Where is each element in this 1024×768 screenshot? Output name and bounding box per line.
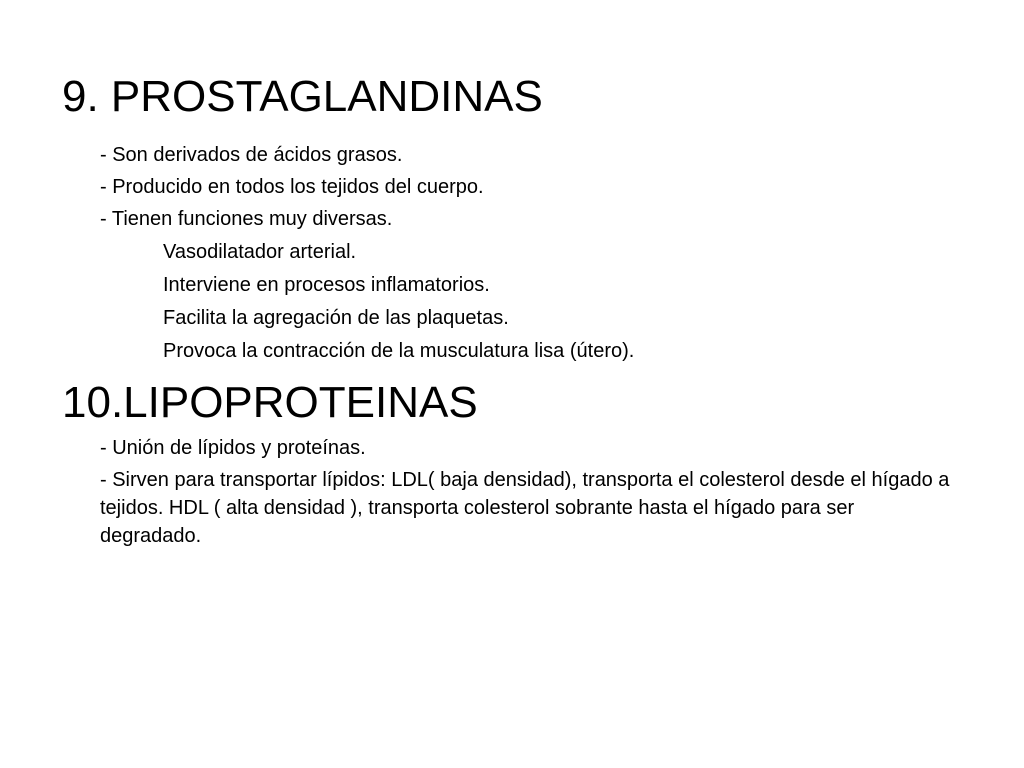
function-item: Interviene en procesos inflamatorios. — [163, 274, 490, 296]
function-item: Provoca la contracción de la musculatura lisa (útero). — [163, 340, 635, 362]
bullet-paragraph: - Sirven para transportar lípidos: LDL( baja densidad), transporta el colesterol desde el hígado a tejidos. HDL ( alta densidad ), transporta colesterol sobrante hasta el hígado para ser degradado. — [100, 469, 950, 547]
function-item: Facilita la agregación de las plaquetas. — [163, 307, 509, 329]
section-title-prostaglandinas: 9. PROSTAGLANDINAS — [62, 72, 543, 121]
bullet-item: - Unión de lípidos y proteínas. — [100, 437, 366, 459]
bullet-item: - Son derivados de ácidos grasos. — [100, 144, 403, 166]
function-item: Vasodilatador arterial. — [163, 241, 357, 263]
bullet-item: - Producido en todos los tejidos del cuerpo. — [100, 176, 484, 198]
bullet-item: - Tienen funciones muy diversas. — [100, 208, 393, 230]
section-title-lipoproteinas: 10.LIPOPROTEINAS — [62, 378, 478, 427]
